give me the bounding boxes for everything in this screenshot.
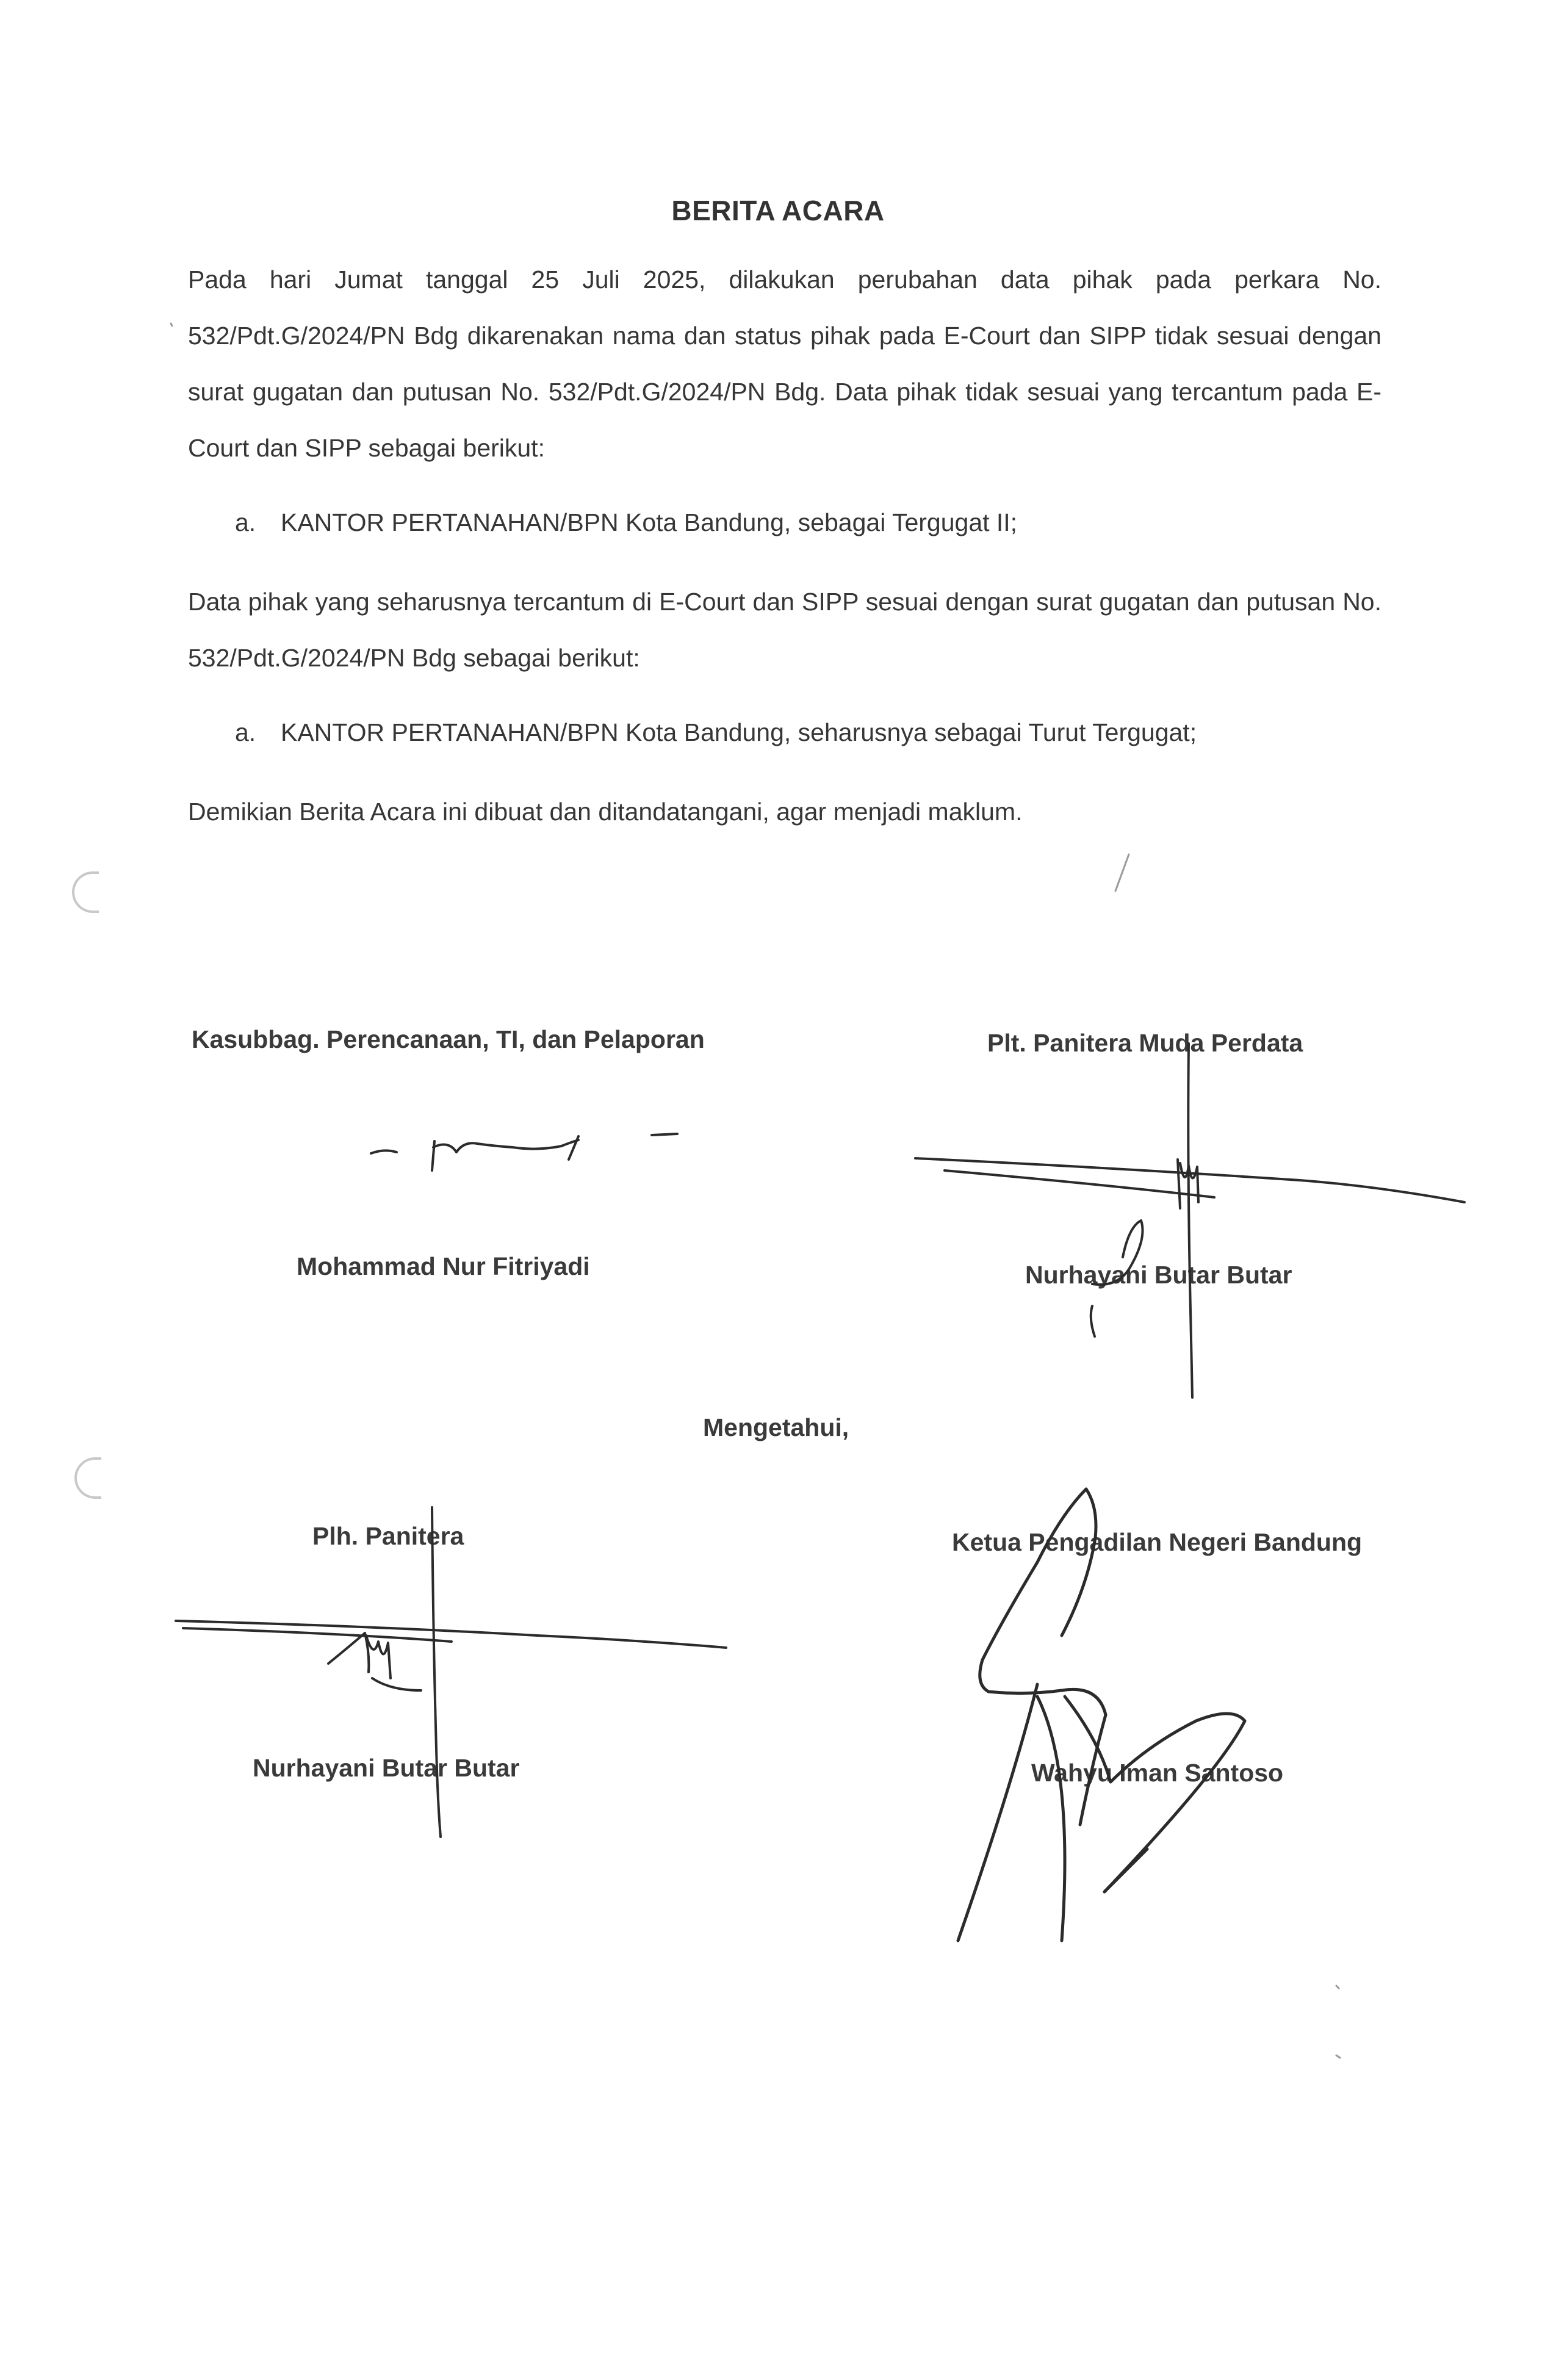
acknowledged-label: Mengetahui, [703,1413,849,1441]
punch-hole-bottom [74,1457,101,1499]
intro-paragraph: Pada hari Jumat tanggal 25 Juli 2025, dilakukan perubahan data pihak pada perkara No. 532/Pdt.G/2024/PN Bdg dikarenakan nama dan status pihak pada E-Court dan SIPP tidak sesuai dengan surat gugatan dan putusan No. 532/Pdt.G/2024/PN Bdg. Data pihak tidak sesuai yang tercantum pada E-Court dan SIPP sebagai berikut: [188,265,1381,462]
list-marker: a. [235,508,256,536]
signatory-role-kasubbag: Kasubbag. Perencanaan, TI, dan Pelaporan [192,1025,705,1053]
signature-kasubbag [371,1134,677,1170]
correct-party-item [235,714,1197,751]
signature-ketua [958,1489,1245,1941]
incorrect-party-item [235,504,1017,541]
signatory-name-panitera-muda: Nurhayani Butar Butar [1025,1261,1292,1289]
document-title: BERITA ACARA [671,195,885,226]
signatory-role-ketua: Ketua Pengadilan Negeri Bandung [952,1528,1363,1556]
signatory-role-plh-panitera: Plh. Panitera [312,1522,464,1550]
list-item-text: KANTOR PERTANAHAN/BPN Kota Bandung, seharusnya sebagai Turut Tergugat; [281,718,1197,746]
signatory-name-plh-panitera: Nurhayani Butar Butar [253,1754,520,1782]
signatory-name-ketua: Wahyu Iman Santoso [1031,1759,1284,1787]
correct-data-paragraph: Data pihak yang seharusnya tercantum di E-Court dan SIPP sesuai dengan surat gugatan dan putusan No. 532/Pdt.G/2024/PN Bdg sebagai berikut: [188,588,1381,672]
signature-panitera-muda [915,1044,1464,1397]
list-item-text: KANTOR PERTANAHAN/BPN Kota Bandung, sebagai Tergugat II; [281,508,1018,536]
closing-paragraph: Demikian Berita Acara ini dibuat dan ditandatangani, agar menjadi maklum. [188,798,1023,826]
punch-hole-top [72,871,99,913]
list-marker: a. [235,718,256,746]
signatory-role-panitera-muda: Plt. Panitera Muda Perdata [987,1029,1303,1057]
signature-plh-panitera [176,1507,726,1837]
signatory-name-kasubbag: Mohammad Nur Fitriyadi [297,1252,590,1280]
